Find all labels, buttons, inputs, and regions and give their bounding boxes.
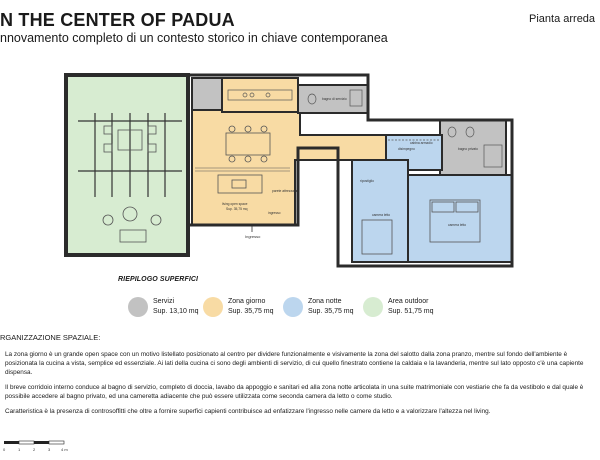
legend-label: Servizi (153, 298, 175, 305)
scale-tick: 0 (3, 447, 6, 452)
legend-swatch-notte (283, 297, 303, 317)
bedroom-master (408, 175, 512, 262)
legend-value: Sup. 13,10 mq (153, 308, 199, 315)
kitchen-area (222, 78, 298, 112)
entrance-label: Ingresso (245, 234, 261, 239)
label-living: living open space (222, 202, 248, 206)
legend-label: Area outdoor (388, 298, 429, 305)
label-bagno-servizio: bagno di servizio (322, 97, 347, 101)
label-camera: camera letto (448, 223, 467, 227)
label-living-sup: Sup. 35,75 mq (226, 207, 248, 211)
paragraph-controsoffitti: Caratteristica è la presenza di controsoffitti che oltre a fornire superfici capienti contribuisce ad enfatizzare l'ingresso nelle camere da letto e a valorizzare l'altezza nel living. (5, 408, 491, 415)
label-camera-singola: camera letto (372, 213, 391, 217)
legend-swatch-giorno (203, 297, 223, 317)
scale-tick: 2 (33, 447, 36, 452)
legend-label: Zona giorno (228, 298, 266, 305)
sheet-label: Pianta arreda (529, 13, 596, 25)
section-title: RGANIZZAZIONE SPAZIALE: (0, 333, 101, 342)
legend-swatch-servizi (128, 297, 148, 317)
label-ingresso-room: ingresso (268, 211, 281, 215)
legend-value: Sup. 35,75 mq (228, 308, 274, 315)
paragraph-zona-giorno: La zona giorno è un grande open space con un motivo listellato posizionato al centro per dividere funzionalmente e visivamente la zona del salotto dalla zona pranzo, mentre sul fondo dell'ambiente è posizionata la cucina a vista, semplice ed essenziale. Ai lati della cucina ci sono degli ambienti di servizio, di cui quello finestrato contiene la caldaia e la lavanderia, mentre sul lato opposto c'è una capiente dispensa. (5, 351, 584, 376)
scale-tick: 1 (18, 447, 21, 452)
label-ripostiglio: ripostiglio (360, 179, 374, 183)
page-title: N THE CENTER OF PADUA (0, 10, 235, 30)
page-subtitle: nnovamento completo di un contesto storico in chiave contemporanea (0, 31, 388, 45)
summary-title: RIEPILOGO SUPERFICI (118, 276, 199, 283)
label-parete: parete attrezzata (272, 189, 297, 193)
scale-bar (4, 440, 68, 446)
bedroom-single (352, 160, 408, 262)
label-cabina: cabina armadio (410, 141, 433, 145)
paragraph-zona-notte: Il breve corridoio interno conduce al bagno di servizio, completo di doccia, lavabo da appoggio e sanitari ed alla zona notte articolata in una suite matrimoniale con vestiarie che fa da vestibolo e dal quale è possibile accedere al bagno privato, ed una cameretta adiacente che può essere utilizzata come seconda camera da letto o come studio. (5, 384, 584, 400)
legend-swatch-outdoor (363, 297, 383, 317)
label-bagno-privato: bagno privato (458, 147, 478, 151)
label-disimpegno: disimpegno (398, 147, 415, 151)
legend-value: Sup. 51,75 mq (388, 308, 434, 315)
service-room-left (192, 78, 222, 110)
scale-tick: 4 m (61, 447, 68, 452)
legend-label: Zona notte (308, 298, 342, 305)
legend-value: Sup. 35,75 mq (308, 308, 354, 315)
scale-tick: 3 (48, 447, 51, 452)
outdoor-area (66, 75, 188, 255)
